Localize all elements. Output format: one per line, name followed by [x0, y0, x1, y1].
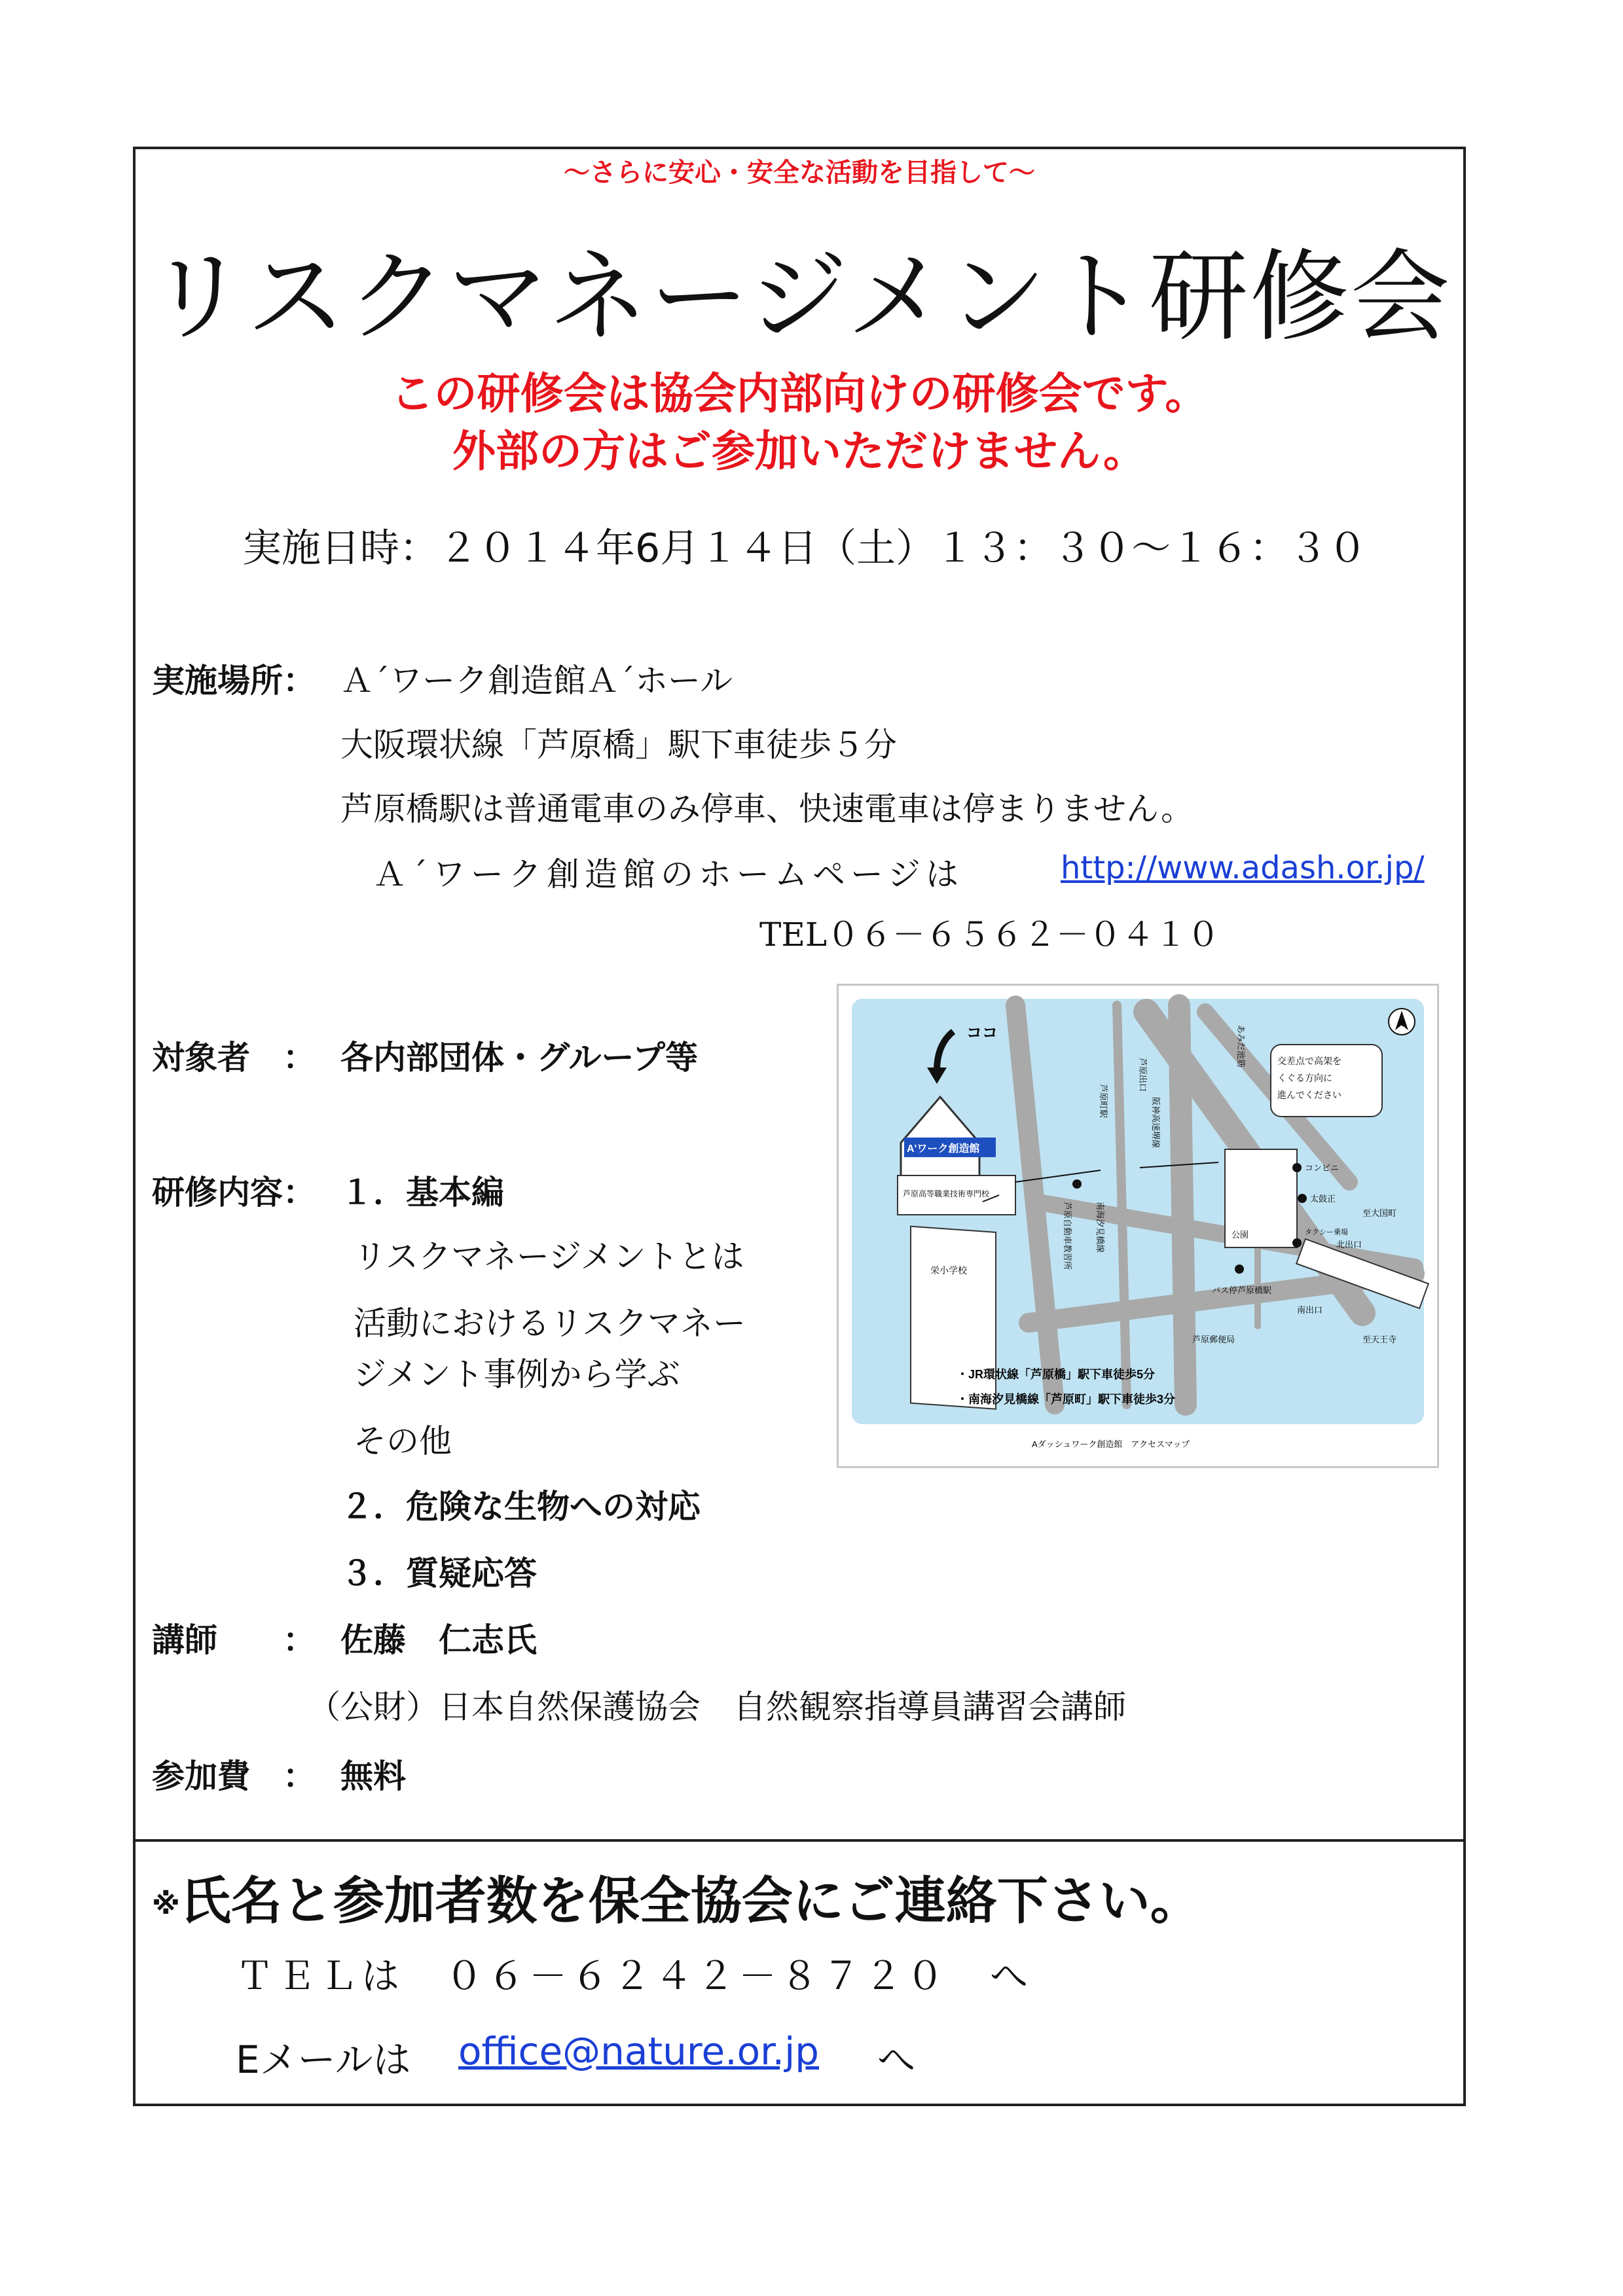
map-label-here: ココ	[966, 1024, 998, 1042]
content-item-2: ２．危険な生物への対応	[340, 1488, 701, 1526]
map-callout-line-2: くぐる方向に	[1277, 1073, 1332, 1083]
school-box	[911, 1227, 996, 1409]
content-sub-2a: 活動におけるリスクマネー	[354, 1304, 746, 1342]
event-datetime: 実施日時：２０１４年6月１４日（土）１３：３０～１６：３０	[242, 526, 1368, 571]
contact-email-prefix: Eメールは	[236, 2037, 411, 2082]
map-label-convenience: コンビニ	[1305, 1163, 1340, 1173]
map-label-driving-school: 芦原自動車教習所	[1063, 1202, 1072, 1270]
access-map	[837, 984, 1439, 1468]
contact-divider	[133, 1839, 1466, 1842]
map-label-taxi: タクシー乗場	[1305, 1229, 1348, 1236]
content-sub-1: リスクマネージメントとは	[354, 1238, 744, 1276]
venue-homepage-prefix: Ａ´ワーク創造館のホームページは	[373, 855, 964, 893]
map-label-to-tennoji: 至天王寺	[1362, 1335, 1397, 1344]
contact-tel: ＴＥＬは ０６－６２４２－８７２０ へ	[236, 1954, 1032, 1998]
lecturer-name: 佐藤 仁志氏	[340, 1621, 537, 1659]
map-direction-2: ・南海汐見橋線「芦原町」駅下車徒歩3分	[957, 1393, 1176, 1406]
map-label-school-tech: 芦原高等職業技術専門校	[903, 1189, 990, 1198]
map-label-bus: バス停芦原橋駅	[1212, 1285, 1272, 1295]
lecturer-affiliation: （公財）日本自然保護協会 自然観察指導員講習会講師	[308, 1688, 1126, 1726]
map-caption: Aダッシュワーク創造館 アクセスマップ	[1032, 1439, 1190, 1449]
map-label-minamideguchi: 南出口	[1297, 1305, 1323, 1315]
target-label: 対象者 ：	[152, 1039, 316, 1077]
map-label-kitadeguchi: 北出口	[1336, 1240, 1362, 1249]
subtitle: ～さらに安心・安全な活動を目指して～	[564, 158, 1035, 188]
map-label-ashiharacho: 芦原町駅	[1099, 1084, 1108, 1119]
fee-label: 参加費 ：	[152, 1757, 316, 1795]
venue-note: 芦原橋駅は普通電車のみ停車、快速電車は停まりません。	[340, 790, 1194, 828]
content-sub-3: その他	[354, 1422, 452, 1460]
venue-name: Ａ´ワーク創造館Ａ´ホール	[340, 662, 733, 700]
map-label-school: 栄小学校	[930, 1265, 967, 1276]
map-label-to-daikokucho: 至大国町	[1362, 1208, 1397, 1218]
target-value: 各内部団体・グループ等	[340, 1039, 698, 1077]
map-label-post: 芦原郵便局	[1192, 1335, 1235, 1344]
access-map-drawing	[839, 986, 1437, 1466]
content-item-3: ３．質疑応答	[340, 1554, 537, 1592]
contact-heading-text: 氏名と参加者数を保全協会にご連絡下さい。	[179, 1872, 1201, 1931]
notice-line-1: この研修会は協会内部向けの研修会です。	[390, 368, 1209, 419]
contact-heading	[152, 1860, 1201, 1933]
contact-heading-mark: ※	[152, 1888, 180, 1922]
venue-tel: TEL０６－６５６２－０４１０	[759, 916, 1220, 954]
map-label-north: N	[1398, 1018, 1405, 1028]
venue-access: 大阪環状線「芦原橋」駅下車徒歩５分	[340, 726, 897, 764]
contact-email-link[interactable]: office@nature.or.jp	[458, 2029, 819, 2073]
venue-label: 実施場所：	[152, 662, 316, 700]
map-label-nankai: 南海汐見橋線	[1095, 1202, 1105, 1253]
map-label-ashihara-exit: 芦原出口	[1138, 1058, 1148, 1092]
content-sub-2b: ジメント事例から学ぶ	[354, 1355, 680, 1393]
fee-value: 無料	[340, 1757, 406, 1795]
venue-homepage-link[interactable]: http://www.adash.or.jp/	[1061, 850, 1425, 886]
map-callout-line-3: 進んでください	[1277, 1090, 1341, 1100]
map-label-hanshin: 阪神高速堺線	[1151, 1097, 1161, 1149]
map-label-amida: あみだ池筋	[1236, 1025, 1246, 1068]
lecturer-label: 講師 ：	[152, 1621, 316, 1659]
map-label-park: 公園	[1231, 1230, 1249, 1240]
contact-email-suffix: へ	[877, 2037, 916, 2082]
map-label-jr-line: JR環状線芦原橋駅	[1321, 1255, 1385, 1287]
map-callout-line-1: 交差点で高架を	[1277, 1056, 1341, 1066]
content-item-1: １．基本編	[340, 1174, 504, 1211]
content-label: 研修内容：	[152, 1174, 316, 1211]
map-label-taikosei: 太鼓正	[1310, 1194, 1336, 1204]
map-direction-1: ・JR環状線「芦原橋」駅下車徒歩5分	[957, 1368, 1156, 1381]
map-label-building: A'ワーク創造館	[907, 1143, 980, 1155]
page-title: リスクマネージメント研修会	[147, 239, 1451, 355]
notice-line-2: 外部の方はご参加いただけません。	[452, 426, 1146, 476]
